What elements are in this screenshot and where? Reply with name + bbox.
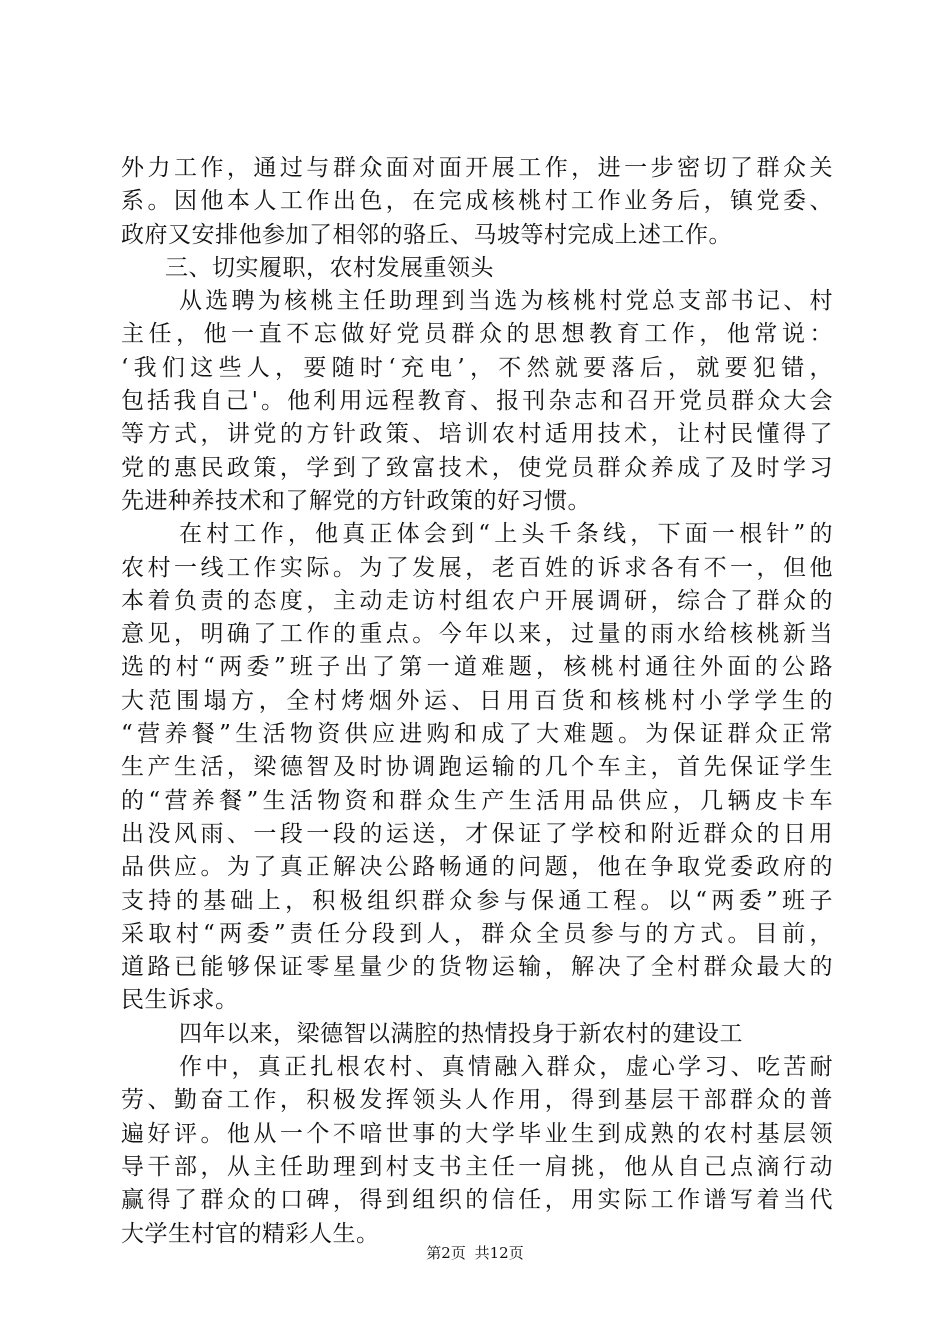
text-line: 外力工作，通过与群众面对面开展工作，进一步密切了群众关	[121, 155, 833, 181]
text-line: 农村一线工作实际。为了发展，老百姓的诉求各有不一，但他	[121, 554, 833, 581]
page-number: 第2页	[426, 1244, 466, 1262]
page-footer	[0, 1243, 950, 1263]
text-line: 四年以来，梁德智以满腔的热情投身于新农村的建设工	[179, 1020, 743, 1047]
text-line: 三、切实履职，农村发展重领头	[165, 254, 494, 281]
text-line: 意见，明确了工作的重点。今年以来，过量的雨水给核桃新当	[121, 621, 833, 648]
text-line: 民生诉求。	[121, 987, 239, 1014]
text-line: 在村工作，他真正体会到“上头千条线，下面一根针”的	[179, 521, 833, 548]
document-body	[121, 152, 833, 1251]
text-line: 大范围塌方，全村烤烟外运、日用百货和核桃村小学学生的	[121, 687, 833, 714]
text-line: 品供应。为了真正解决公路畅通的问题，他在争取党委政府的	[121, 854, 833, 881]
text-line: 生产生活，梁德智及时协调跑运输的几个车主，首先保证学生	[121, 754, 833, 781]
text-line: ‘我们这些人，要随时‘充电’，不然就要落后，就要犯错，	[121, 354, 833, 381]
text-line: 支持的基础上，积极组织群众参与保通工程。以“两委”班子	[121, 887, 833, 914]
text-line: 政府又安排他参加了相邻的骆丘、马坡等村完成上述工作。	[121, 221, 732, 248]
text-line: 道路已能够保证零星量少的货物运输，解决了全村群众最大的	[121, 954, 833, 981]
text-line: 主任，他一直不忘做好党员群众的思想教育工作，他常说：	[121, 321, 833, 348]
text-line: 劳、勤奋工作，积极发挥领头人作用，得到基层干部群众的普	[121, 1087, 833, 1114]
text-line: 大学生村官的精彩人生。	[121, 1220, 380, 1247]
text-line: 包括我自己'。他利用远程教育、报刊杂志和召开党员群众大会	[121, 388, 833, 415]
text-line: 的“营养餐”生活物资和群众生产生活用品供应，几辆皮卡车	[121, 787, 833, 814]
text-line: 出没风雨、一段一段的运送，才保证了学校和附近群众的日用	[121, 820, 833, 847]
text-line: 作中，真正扎根农村、真情融入群众，虚心学习、吃苦耐	[179, 1054, 833, 1081]
text-line: 采取村“两委”责任分段到人，群众全员参与的方式。目前，	[121, 920, 833, 947]
text-line: 从选聘为核桃主任助理到当选为核桃村党总支部书记、村	[179, 288, 833, 315]
text-line: 先进种养技术和了解党的方针政策的好习惯。	[121, 487, 591, 514]
text-line: 本着负责的态度，主动走访村组农户开展调研，综合了群众的	[121, 587, 833, 614]
text-line: 遍好评。他从一个不喑世事的大学毕业生到成熟的农村基层领	[121, 1120, 833, 1147]
page-total: 共12页	[474, 1244, 524, 1262]
text-line: 党的惠民政策，学到了致富技术，使党员群众养成了及时学习	[121, 454, 833, 481]
text-line: 赢得了群众的口碑，得到组织的信任，用实际工作谱写着当代	[121, 1187, 833, 1214]
text-line: “营养餐”生活物资供应进购和成了大难题。为保证群众正常	[121, 721, 833, 748]
text-line: 导干部，从主任助理到村支书主任一肩挑，他从自己点滴行动	[121, 1153, 833, 1180]
text-line: 系。因他本人工作出色，在完成核桃村工作业务后，镇党委、	[121, 188, 833, 215]
text-line: 等方式，讲党的方针政策、培训农村适用技术，让村民懂得了	[121, 421, 833, 448]
text-line: 选的村“两委”班子出了第一道难题，核桃村通往外面的公路	[121, 654, 833, 681]
